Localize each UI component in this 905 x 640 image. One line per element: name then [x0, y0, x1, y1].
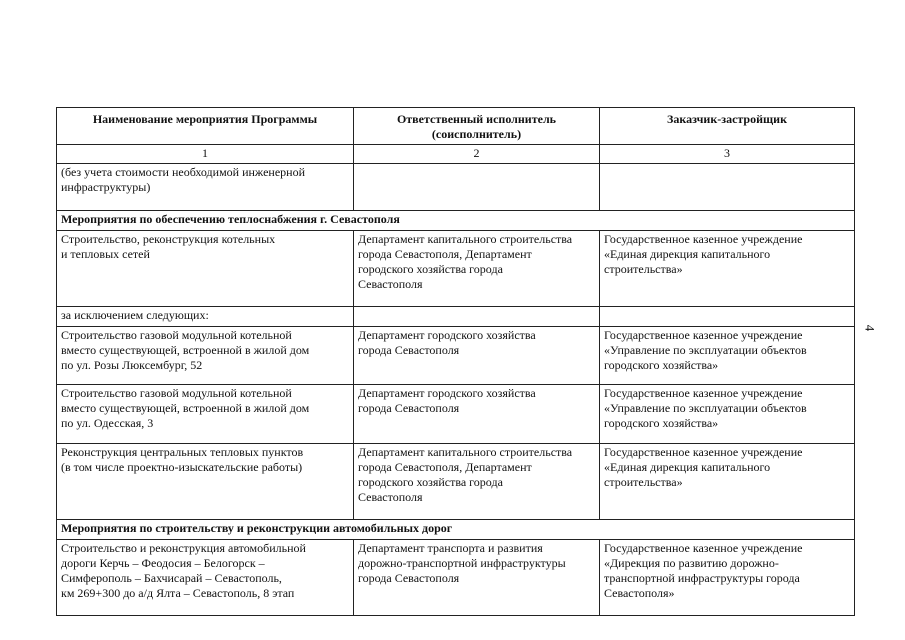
activity-cell: Строительство газовой модульной котельной вместо существующей, встроенной в жилой дом по ул. Одесская, 3 — [57, 385, 354, 444]
executor-cell: Департамент транспорта и развития дорожно-транспортной инфраструктуры города Севастополя — [354, 540, 600, 616]
table-row — [57, 307, 855, 327]
column-number: 3 — [600, 145, 855, 164]
header-executor: Ответственный исполнитель (соисполнитель) — [354, 108, 600, 145]
customer-cell: Государственное казенное учреждение «Управление по эксплуатации объектов городского хозяйства» — [600, 327, 855, 385]
column-number-row — [57, 145, 855, 164]
customer-cell: Государственное казенное учреждение «Единая дирекция капитального строительства» — [600, 231, 855, 307]
customer-cell: Государственное казенное учреждение «Дирекция по развитию дорожно- транспортной инфраструктуры города Севастополя» — [600, 540, 855, 616]
activity-cell: Реконструкция центральных тепловых пунктов (в том числе проектно-изыскательские работы) — [57, 444, 354, 520]
section-row — [57, 211, 855, 231]
executor-cell — [354, 307, 600, 327]
table-row — [57, 385, 855, 444]
table-row — [57, 444, 855, 520]
activity-cell: Строительство газовой модульной котельной вместо существующей, встроенной в жилой дом по ул. Розы Люксембург, 52 — [57, 327, 354, 385]
table-row — [57, 540, 855, 616]
table-row — [57, 231, 855, 307]
activity-cell: Строительство, реконструкция котельных и тепловых сетей — [57, 231, 354, 307]
executor-cell: Департамент капитального строительства города Севастополя, Департамент городского хозяйства города Севастополя — [354, 231, 600, 307]
customer-cell: Государственное казенное учреждение «Управление по эксплуатации объектов городского хозяйства» — [600, 385, 855, 444]
header-customer: Заказчик-застройщик — [600, 108, 855, 145]
table-row — [57, 327, 855, 385]
customer-cell — [600, 307, 855, 327]
activity-cell: Строительство и реконструкция автомобильной дороги Керчь – Феодосия – Белогорск – Симферополь – Бахчисарай – Севастополь, км 269+300 до а/д Ялта – Севастополь, 8 этап — [57, 540, 354, 616]
header-row — [57, 108, 855, 145]
section-title-roads: Мероприятия по строительству и реконструкции автомобильных дорог — [57, 520, 855, 540]
section-title-heat: Мероприятия по обеспечению теплоснабжения г. Севастополя — [57, 211, 855, 231]
column-number: 1 — [57, 145, 354, 164]
table-row — [57, 164, 855, 211]
program-table — [56, 107, 855, 616]
page-number: 4 — [862, 324, 878, 332]
executor-cell: Департамент городского хозяйства города Севастополя — [354, 385, 600, 444]
section-row — [57, 520, 855, 540]
activity-cell: (без учета стоимости необходимой инженерной инфраструктуры) — [57, 164, 354, 211]
executor-cell: Департамент городского хозяйства города Севастополя — [354, 327, 600, 385]
column-number: 2 — [354, 145, 600, 164]
customer-cell — [600, 164, 855, 211]
executor-cell — [354, 164, 600, 211]
except-label: за исключением следующих: — [57, 307, 354, 327]
executor-cell: Департамент капитального строительства города Севастополя, Департамент городского хозяйства города Севастополя — [354, 444, 600, 520]
header-activity: Наименование мероприятия Программы — [57, 108, 354, 145]
customer-cell: Государственное казенное учреждение «Единая дирекция капитального строительства» — [600, 444, 855, 520]
